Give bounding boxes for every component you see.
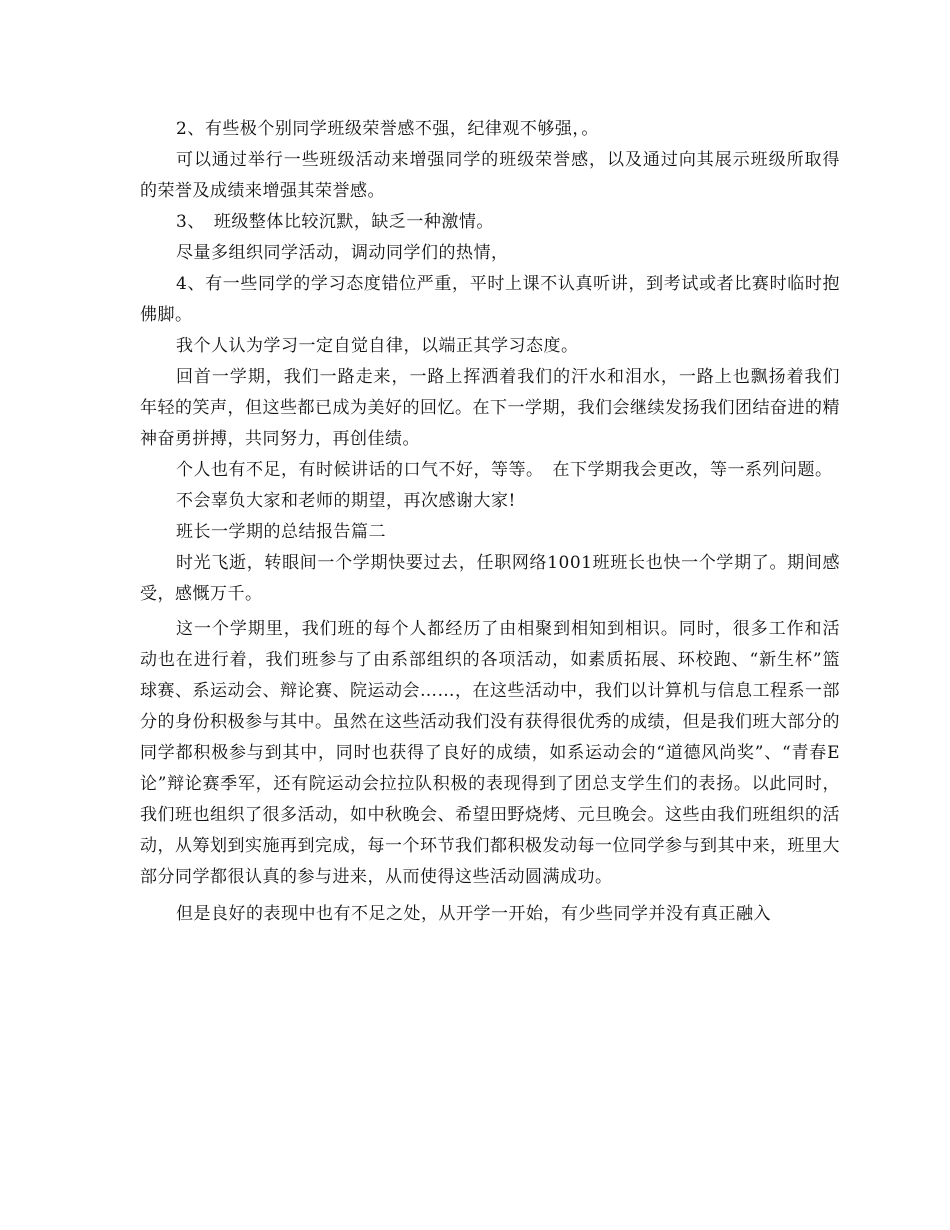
paragraph-intro: 时光飞逝，转眼间一个学期快要过去，任职网络1001班班长也快一个学期了。期间感受，感慨万千。 [140, 553, 840, 604]
paragraph-solution-4: 我个人认为学习一定自觉自律，以端正其学习态度。 [176, 336, 579, 356]
paragraph-review: 回首一学期，我们一路走来，一路上挥洒着我们的汗水和泪水，一路上也飘扬着我们年轻的笑声，但这些都已成为美好的回忆。在下一学期，我们会继续发扬我们团结奋进的精神奋勇拼搏，共同努力，再创佳绩。 [140, 367, 840, 449]
paragraph-activities: 这一个学期里，我们班的每个人都经历了由相聚到相知到相识。同时，很多工作和活动也在进行着，我们班参与了由系部组织的各项活动，如素质拓展、环校跑、“新生杯”篮球赛、系运动会、辩论赛、院运动会……，在这些活动中，我们以计算机与信息工程系一部分的身份积极参与其中。虽然在这些活动我们没有获得很优秀的成绩，但是我们班大部分的同学都积极参与到其中，同时也获得了良好的成绩，如系运动会的“道德风尚奖”、“青春E论”辩论赛季军，还有院运动会拉拉队积极的表现得到了团总支学生们的表扬。以此同时，我们班也组织了很多活动，如中秋晚会、希望田野烧烤、元旦晚会。这些由我们班组织的活动，从筹划到实施再到完成，每一个环节我们都积极发动每一位同学参与到其中来，班里大部分同学都很认真的参与进来，从而使得这些活动圆满成功。 [140, 619, 840, 887]
paragraph-item-4: 4、有一些同学的学习态度错位严重，平时上课不认真听讲，到考试或者比赛时临时抱佛脚。 [140, 274, 840, 325]
section-heading: 班长一学期的总结报告篇二 [176, 522, 386, 542]
document-body [140, 114, 840, 930]
paragraph-solution-2: 可以通过举行一些班级活动来增强同学的班级荣誉感，以及通过向其展示班级所取得的荣誉及成绩来增强其荣誉感。 [140, 150, 840, 201]
paragraph-shortcomings: 但是良好的表现中也有不足之处，从开学一开始，有少些同学并没有真正融入 [176, 904, 771, 924]
paragraph-solution-3: 尽量多组织同学活动，调动同学们的热情， [176, 243, 509, 263]
paragraph-personal-shortcomings: 个人也有不足，有时候讲话的口气不好，等等。 在下学期我会更改，等一系列问题。 [176, 460, 833, 480]
paragraph-item-3: 3、 班级整体比较沉默，缺乏一种激情。 [176, 212, 494, 232]
paragraph-thanks: 不会辜负大家和老师的期望，再次感谢大家! [176, 491, 516, 511]
paragraph-item-2: 2、有些极个别同学班级荣誉感不强，纪律观不够强，。 [176, 119, 599, 139]
